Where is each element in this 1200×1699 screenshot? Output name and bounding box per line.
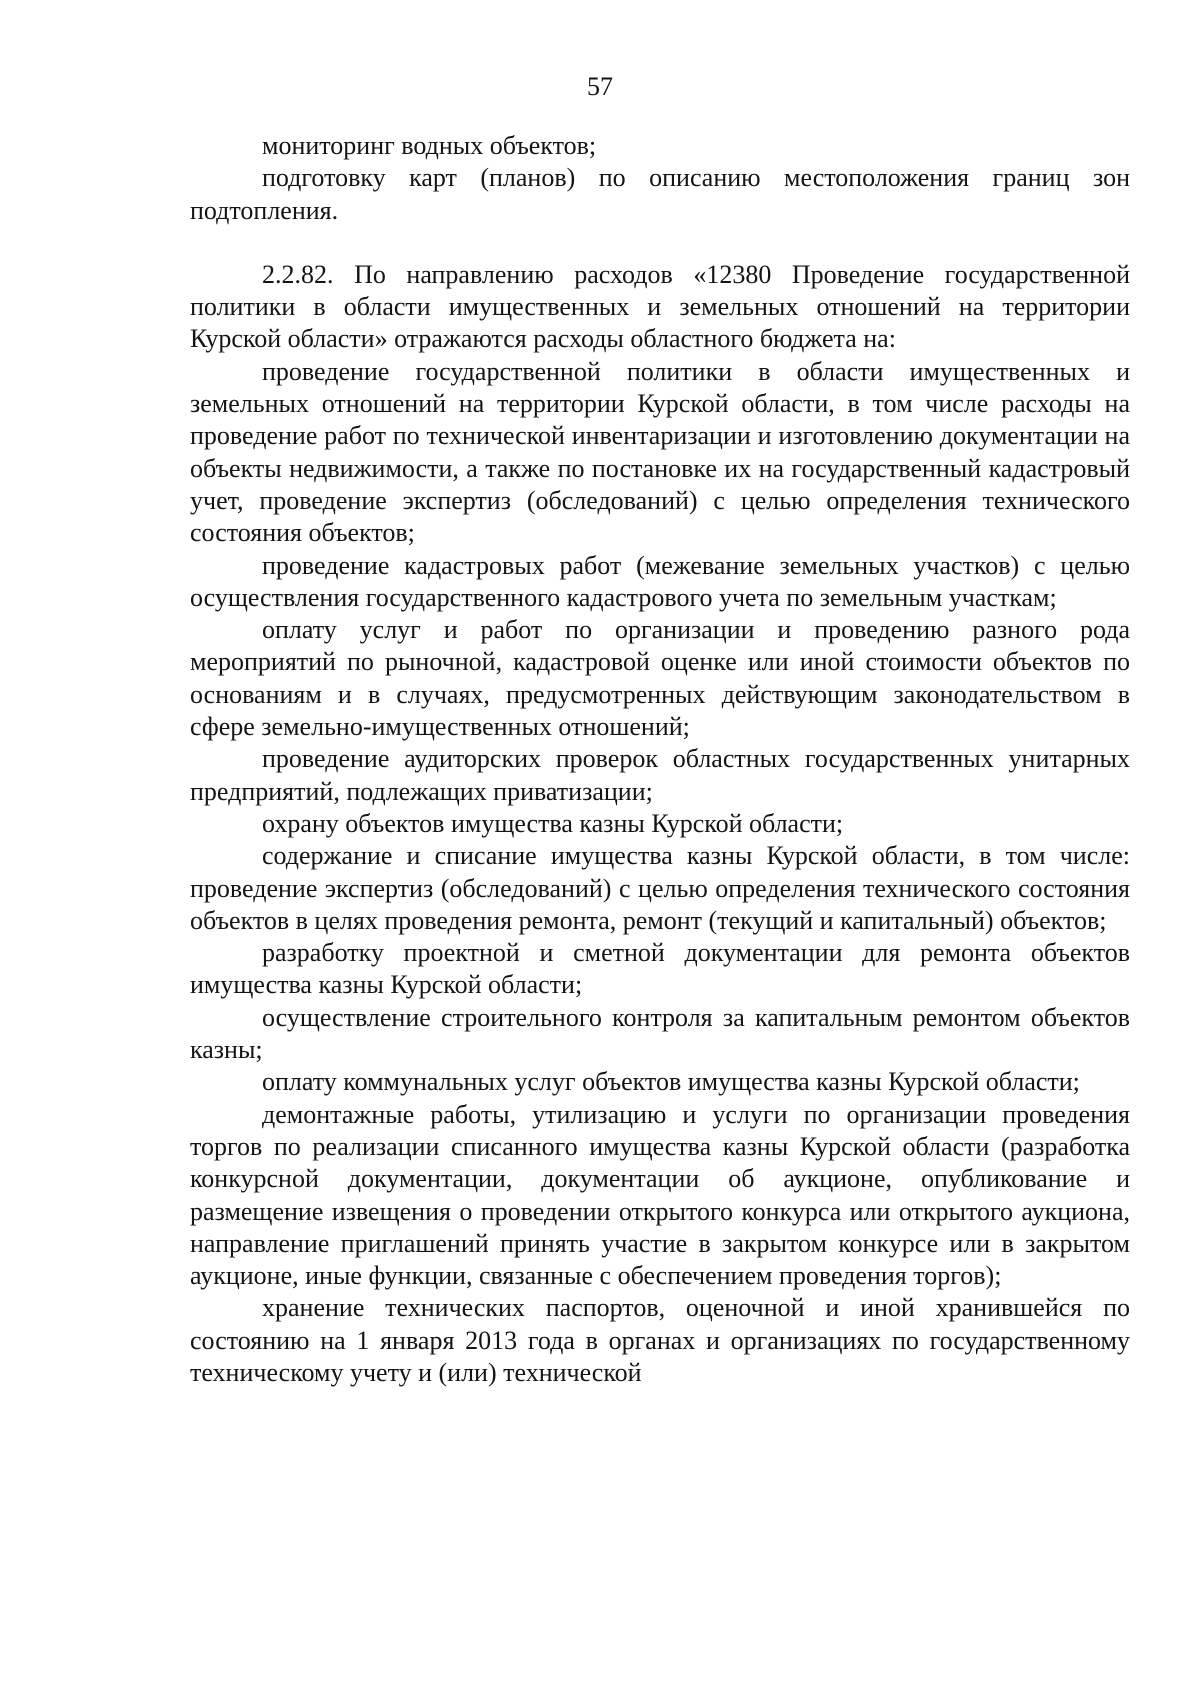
paragraph-design-documentation: разработку проектной и сметной документации для ремонта объектов имущества казны Курской области; [190, 938, 1130, 1000]
paragraph-construction-control: осуществление строительного контроля за капитальным ремонтом объектов казны; [190, 1002, 1130, 1065]
paragraph-flood-maps: подготовку карт (планов) по описанию местоположения границ зон подтопления. [190, 163, 1130, 225]
paragraph-valuation-services: оплату услуг и работ по организации и проведению разного рода мероприятий по рыночной, кадастровой оценке или иной стоимости объектов по основаниям и в случаях, предусмотренных действующим законодательством в сфере земельно-имущественных отношений; [190, 615, 1130, 742]
page-number: 57 [587, 72, 613, 101]
document-body [190, 130, 1130, 1389]
paragraph-property-security: охрану объектов имущества казны Курской области; [262, 808, 844, 838]
paragraph-maintenance-writeoff: содержание и списание имущества казны Курской области, в том числе: проведение экспертиз (обследований) с целью определения технического состояния объектов в целях проведения ремонта, ремонт (текущий и капитальный) объектов; [190, 841, 1130, 935]
paragraph-water-monitoring: мониторинг водных объектов; [262, 131, 597, 160]
paragraph-section-2-2-82: 2.2.82. По направлению расходов «12380 Проведение государственной политики в области имущественных и земельных отношений на территории Курской области» отражаются расходы областного бюджета на: [190, 259, 1130, 354]
paragraph-cadastral-works: проведение кадастровых работ (межевание земельных участков) с целью осуществления государственного кадастрового учета по земельным участкам; [190, 550, 1130, 612]
paragraph-dismantling-tenders: демонтажные работы, утилизацию и услуги по организации проведения торгов по реализации списанного имущества казны Курской области (разработка конкурсной документации, документации об аукционе, опубликование и размещение извещения о проведении открытого конкурса или открытого аукциона, направление приглашений принять участие в закрытом конкурсе или в закрытом аукционе, иные функции, связанные с обеспечением проведения торгов); [190, 1099, 1130, 1291]
paragraph-audit-checks: проведение аудиторских проверок областных государственных унитарных предприятий, подлежащих приватизации; [190, 744, 1130, 806]
paragraph-state-policy: проведение государственной политики в области имущественных и земельных отношений на территории Курской области, в том числе расходы на проведение работ по технической инвентаризации и изготовлению документации на объекты недвижимости, а также по постановке их на государственный кадастровый учет, проведение экспертиз (обследований) с целью определения технического состояния объектов; [190, 356, 1130, 548]
paragraph-passport-storage: хранение технических паспортов, оценочной и иной хранившейся по состоянию на 1 января 2013 года в органах и организациях по государственному техническому учету и (или) технической [190, 1293, 1130, 1387]
paragraph-utility-payments: оплату коммунальных услуг объектов имущества казны Курской области; [262, 1067, 1080, 1097]
